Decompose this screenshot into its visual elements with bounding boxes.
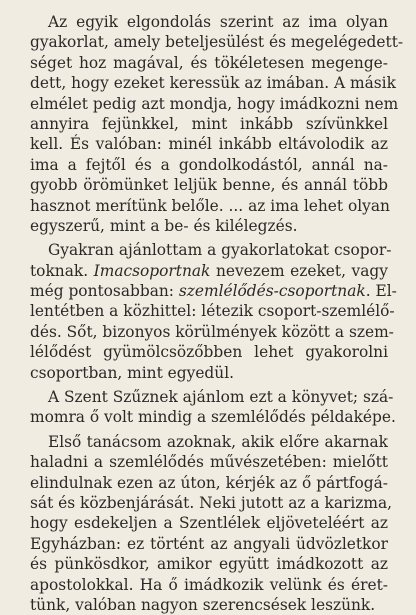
- text-line: [30, 53, 388, 73]
- text-span: ima a fejtől és a gondolkodástól, annál na-: [30, 155, 388, 174]
- text-line: [30, 175, 388, 195]
- text-span: haladni a szemlélődés művészetében: mielőtt: [30, 453, 388, 472]
- paragraph: [30, 240, 397, 383]
- paragraph: [30, 12, 404, 236]
- text-line: [30, 554, 388, 574]
- text-line: [30, 387, 394, 407]
- text-span: tünk, valóban nagyon szerencsések leszünk.: [30, 595, 376, 614]
- text-line: [30, 301, 395, 321]
- text-line: [30, 94, 399, 114]
- text-span: lélődést gyümölcsözőbben lehet gyakorolni: [30, 343, 388, 362]
- text-line: [30, 134, 388, 154]
- text-span: A Szent Szűznek ajánlom ezt a könyvet; szá-: [48, 388, 394, 407]
- text-span: dés. Sőt, bizonyos körülmények között a szem-: [30, 322, 394, 341]
- text-line: [30, 196, 388, 216]
- text-line: [30, 240, 392, 260]
- text-line: [30, 493, 393, 513]
- text-span: apostolokkal. Ha ő imádkozik velünk és éret-: [30, 575, 388, 594]
- text-span: Első tanácsom azoknak, akik előre akarnak: [48, 432, 388, 451]
- text-line: [30, 32, 404, 52]
- text-line: [30, 322, 394, 342]
- text-span: gyakorlat, amely beteljesülést és megelégedett-: [30, 33, 404, 52]
- italic-text: Imacsoportnak: [93, 261, 211, 280]
- text-line: [30, 73, 396, 93]
- text-line: [30, 407, 396, 427]
- text-span: gyobb örömünket leljük benne, és annál több: [30, 176, 388, 195]
- text-line: [30, 342, 388, 362]
- text-span: hasznot merítünk belőle. ... az ima lehet olyan: [30, 196, 390, 215]
- text-line: [30, 216, 388, 236]
- text-span: nevezem ezeket, vagy: [210, 261, 388, 280]
- text-span: elindulnak ezen az úton, kérjék az ő pártfogá-: [30, 473, 388, 492]
- text-line: [30, 363, 388, 383]
- text-span: hogy esdekeljen a Szentlélek eljöveteléért az: [30, 514, 388, 533]
- text-line: [30, 432, 388, 452]
- text-span: egyszerű, mint a be- és kilélegzés.: [30, 216, 298, 235]
- text-span: még pontosabban:: [30, 282, 179, 301]
- text-line: [30, 513, 388, 533]
- text-span: séget hoz magával, és tökéletesen megenge-: [30, 53, 388, 72]
- text-line: [30, 281, 397, 301]
- text-line: [30, 155, 388, 175]
- text-span: dett, hogy ezeket keressük az imában. A másik: [30, 74, 396, 93]
- text-line: [30, 473, 388, 493]
- text-line: [30, 534, 388, 554]
- paragraph: [30, 432, 393, 615]
- paragraph: [30, 387, 396, 428]
- text-span: Egyházban: ez történt az angyali üdvözletkor: [30, 534, 388, 553]
- text-line: [30, 575, 388, 595]
- text-span: momra ő volt mindig a szemlélődés példaképe.: [30, 408, 396, 427]
- text-line: [30, 114, 388, 134]
- text-line: [30, 452, 388, 472]
- text-span: Az egyik elgondolás szerint az ima olyan: [48, 13, 388, 31]
- text-line: [30, 595, 388, 615]
- text-span: csoportban, mint egyedül.: [30, 363, 235, 382]
- text-span: . El-: [365, 282, 397, 301]
- text-span: Gyakran ajánlottam a gyakorlatokat csopor-: [48, 241, 392, 260]
- text-line: [30, 12, 388, 32]
- text-line: [30, 261, 388, 281]
- text-span: elmélet pedig azt mondja, hogy imádkozni nem: [30, 94, 399, 113]
- text-span: lentétben a közhittel: létezik csoport-szemlélő-: [30, 302, 395, 321]
- text-span: toknak.: [30, 261, 94, 280]
- text-span: kell. És valóban: minél inkább eltávolodik az: [30, 135, 388, 154]
- text-span: annyira fejünkkel, mint inkább szívünkkel: [30, 114, 388, 133]
- text-span: és pünkösdkor, amikor együtt imádkozott az: [30, 555, 388, 574]
- text-span: sát és közbenjárását. Neki jutott az a karizma,: [30, 493, 393, 512]
- italic-text: szemlélődés-csoportnak: [178, 282, 366, 301]
- body-text: [30, 12, 404, 615]
